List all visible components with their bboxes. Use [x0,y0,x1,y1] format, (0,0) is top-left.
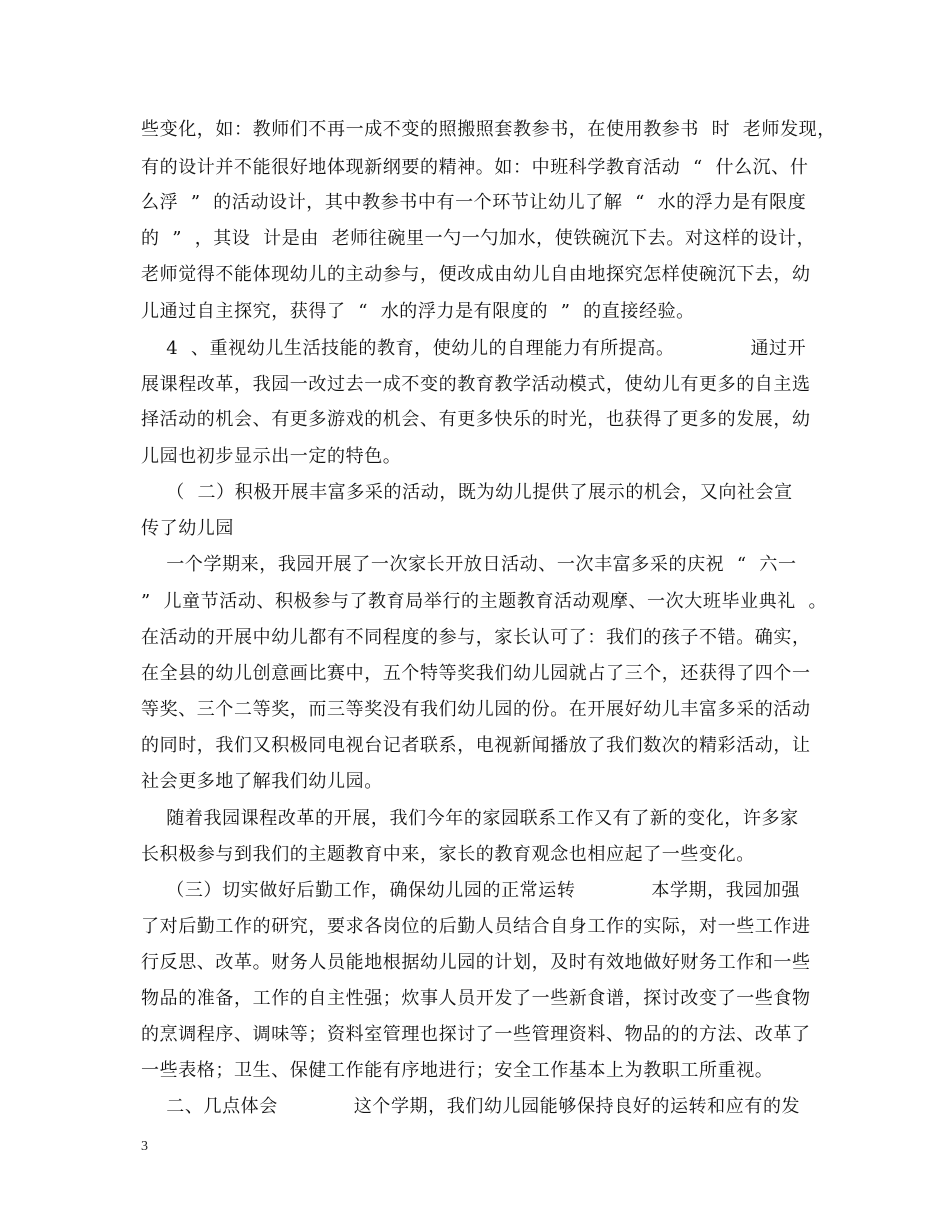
text-line: 二、几点体会 这个学期，我们幼儿园能够保持良好的运转和应有的发 [141,1096,801,1117]
text-line: （三）切实做好后勤工作，确保幼儿园的正常运转 本学期，我园加强 [141,880,801,901]
text-line: 在全县的幼儿创意画比赛中，五个特等奖我们幼儿园就占了三个，还获得了四个一 [141,663,811,684]
text-line: ” 儿童节活动、积极参与了教育局举行的主题教育活动观摩、一次大班毕业典礼 。 [141,591,828,612]
text-line: 在活动的开展中幼儿都有不同程度的参与，家长认可了：我们的孩子不错。确实， [141,627,811,648]
text-line: 了对后勤工作的研究，要求各岗位的后勤人员结合自身工作的实际，对一些工作进 [141,916,811,937]
text-line: 长积极参与到我们的主题教育中来，家长的教育观念也相应起了一些变化。 [141,844,755,865]
text-line: 的烹调程序、调味等；资料室管理也探讨了一些管理资料、物品的的方法、改革了 [141,1024,811,1045]
text-line: 社会更多地了解我们幼儿园。 [141,771,383,792]
text-line: 些变化，如：教师们不再一成不变的照搬照套教参书，在使用教参书 时 老师发现， [141,119,836,140]
page-number: 3 [141,1139,148,1154]
text-line: 儿通过自主探究，获得了 “ 水的浮力是有限度的 ” 的直接经验。 [141,301,695,322]
text-line: 么浮 ” 的活动设计，其中教参书中有一个环节让幼儿了解 “ 水的浮力是有限度 [141,192,807,213]
text-line: 行反思、改革。财务人员能地根据幼儿园的计划，及时有效地做好财务工作和一些 [141,952,811,973]
text-line: 展课程改革，我园一改过去一成不变的教育教学活动模式，使幼儿有更多的自主选 [141,374,811,395]
text-line: 一个学期来，我园开展了一次家长开放日活动、一次丰富多采的庆祝 “ 六一 [141,554,797,575]
text-line: 有的设计并不能很好地体现新纲要的精神。如：中班科学教育活动 “ 什么沉、什 [141,157,809,178]
text-line: 一些表格；卫生、保健工作能有序地进行；安全工作基本上为教职工所重视。 [141,1060,774,1081]
text-line: 传了幼儿园 [141,518,234,539]
text-line: 等奖、三个二等奖，而三等奖没有我们幼儿园的份。在开展好幼儿丰富多采的活动 [141,699,811,720]
text-line: 随着我园课程改革的开展，我们今年的家园联系工作又有了新的变化，许多家 [141,808,799,829]
text-line: 儿园也初步显示出一定的特色。 [141,446,402,467]
text-line: （ 二）积极开展丰富多采的活动，既为幼儿提供了展示的机会，又向社会宣 [141,482,793,503]
text-line: 老师觉得不能体现幼儿的主动参与，便改成由幼儿自由地探究怎样使碗沉下去，幼 [141,264,811,285]
text-line: 物品的准备，工作的自主性强；炊事人员开发了一些新食谱，探讨改变了一些食物 [141,988,811,1009]
text-line: 4 、重视幼儿生活技能的教育，使幼儿的自理能力有所提高。 通过开 [141,338,807,359]
text-line: 的 ” ，其设 计是由 老师往碗里一勺一勺加水，使铁碗沉下去。对这样的设计， [141,228,816,249]
text-line: 择活动的机会、有更多游戏的机会、有更多快乐的时光，也获得了更多的发展，幼 [141,409,811,430]
text-line: 的同时，我们又积极同电视台记者联系，电视新闻播放了我们数次的精彩活动，让 [141,735,811,756]
